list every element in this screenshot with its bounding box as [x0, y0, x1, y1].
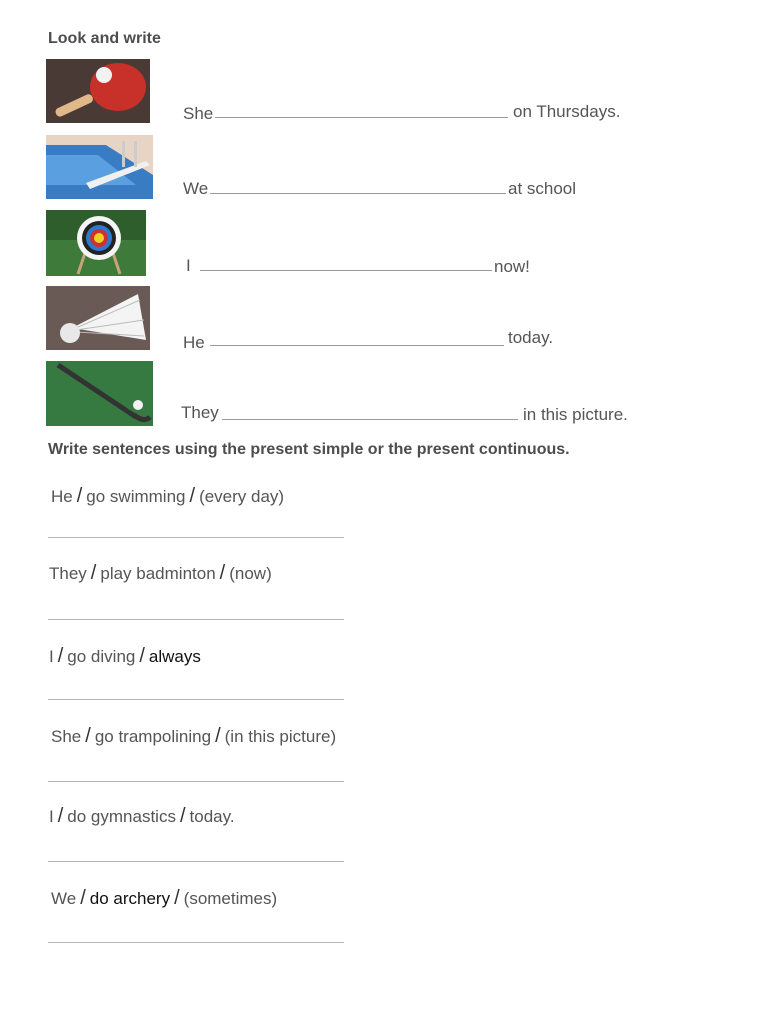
answer-line[interactable]: [48, 781, 344, 782]
table-tennis-icon: [46, 59, 150, 123]
sentence-subject: She: [183, 104, 214, 123]
prompt-verb: go swimming: [86, 487, 186, 506]
slash-separator: /: [174, 887, 180, 909]
slash-separator: /: [139, 645, 145, 667]
section-heading-look-and-write: Look and write: [48, 30, 161, 47]
answer-line[interactable]: [215, 117, 508, 118]
sentence-subject: I: [186, 256, 191, 275]
prompt-time: always: [148, 647, 201, 666]
answer-line[interactable]: [210, 193, 506, 194]
slash-separator: /: [219, 562, 226, 584]
slash-separator: /: [57, 645, 64, 667]
prompt-subject: He: [51, 487, 73, 506]
sentence-ending: today.: [508, 328, 554, 347]
prompt-subject: We: [51, 889, 77, 908]
shuttlecock-icon: [46, 286, 150, 350]
sentence-prompt: [49, 805, 235, 828]
prompt-verb: go diving: [67, 647, 136, 666]
sentence-ending: at school: [508, 179, 577, 198]
slash-separator: /: [80, 887, 86, 909]
answer-line[interactable]: [210, 345, 504, 346]
prompt-time: (sometimes): [183, 889, 278, 908]
sentence-prompt: [51, 725, 336, 748]
prompt-subject: I: [49, 647, 54, 666]
answer-line[interactable]: [48, 861, 344, 862]
sentence-prompt: [51, 485, 284, 508]
prompt-subject: She: [51, 727, 82, 746]
answer-line[interactable]: [222, 419, 518, 420]
answer-line[interactable]: [48, 699, 344, 700]
prompt-verb: do gymnastics: [67, 807, 176, 826]
prompt-time: (in this picture): [224, 727, 337, 746]
section-heading-write-sentences: Write sentences using the present simple or the present continuous.: [48, 441, 570, 458]
prompt-verb: play badminton: [100, 564, 216, 583]
prompt-verb: go trampolining: [94, 727, 212, 746]
prompt-subject: I: [49, 807, 54, 826]
answer-line[interactable]: [48, 537, 344, 538]
sentence-subject: They: [181, 403, 219, 422]
answer-line[interactable]: [48, 942, 344, 943]
slash-separator: /: [90, 562, 97, 584]
sentence-subject: He: [183, 333, 205, 352]
answer-line[interactable]: [48, 619, 344, 620]
sentence-subject: We: [183, 179, 209, 198]
sentence-ending: on Thursdays.: [513, 102, 621, 121]
sentence-ending: in this picture.: [523, 405, 628, 424]
prompt-time: (now): [229, 564, 272, 583]
slash-separator: /: [57, 805, 64, 827]
prompt-subject: They: [49, 564, 87, 583]
sentence-ending: now!: [494, 257, 530, 276]
sentence-prompt: [49, 645, 201, 668]
diving-board-icon: [46, 135, 153, 199]
slash-separator: /: [215, 725, 221, 747]
hockey-stick-icon: [46, 361, 153, 426]
slash-separator: /: [76, 485, 83, 507]
answer-line[interactable]: [200, 270, 492, 271]
prompt-time: today.: [189, 807, 235, 826]
prompt-verb: do archery: [89, 889, 171, 908]
sentence-prompt: [51, 887, 277, 910]
archery-target-icon: [46, 210, 146, 276]
sentence-prompt: [49, 562, 272, 585]
slash-separator: /: [85, 725, 91, 747]
slash-separator: /: [179, 805, 186, 827]
slash-separator: /: [189, 485, 196, 507]
prompt-time: (every day): [199, 487, 285, 506]
